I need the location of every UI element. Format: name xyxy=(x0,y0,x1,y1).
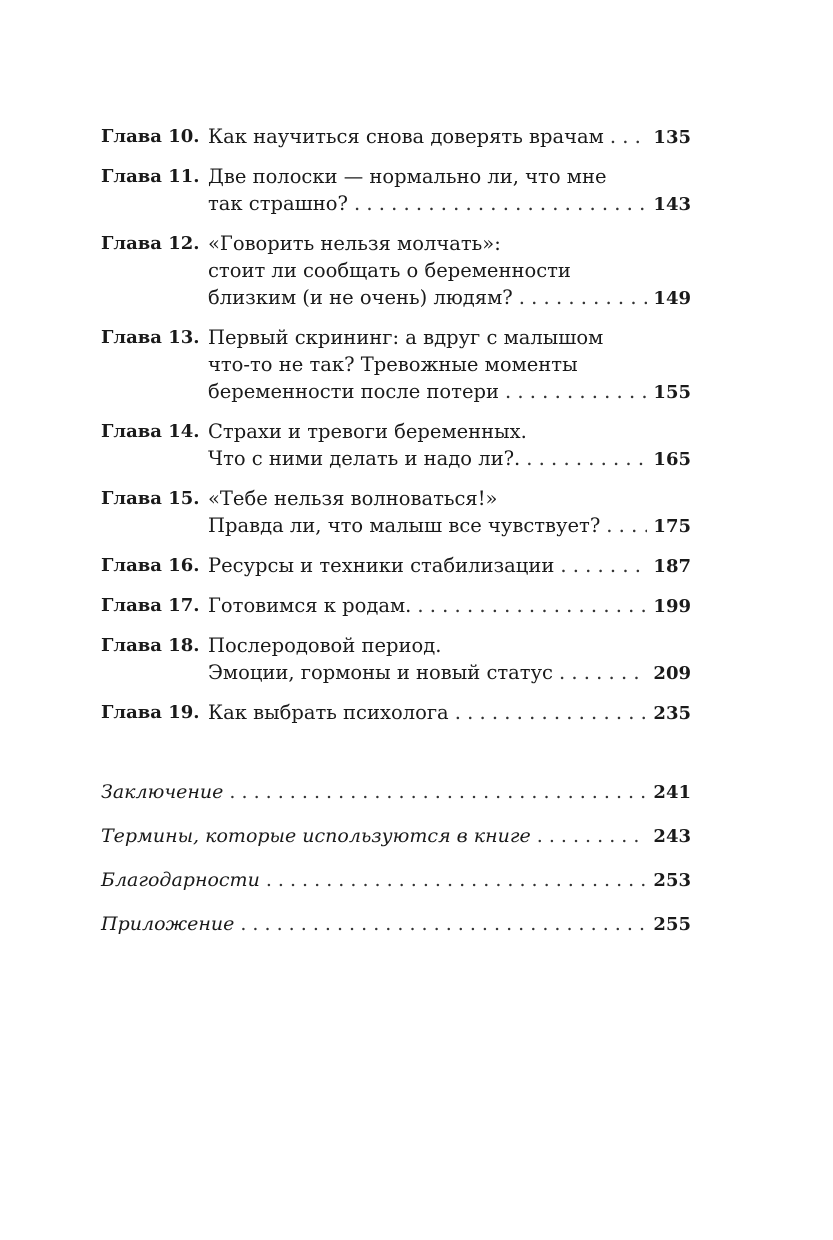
toc-conclusion[interactable] xyxy=(101,779,691,806)
page-number: 143 xyxy=(653,194,691,215)
dot-leader xyxy=(417,592,647,619)
section-title: Заключение xyxy=(101,781,224,803)
chapter-title-line: что-то не так? Тревожные моменты xyxy=(208,353,578,376)
toc-acknowledgements[interactable] xyxy=(101,867,691,894)
chapter-title-line: Первый скрининг: а вдруг с малышом xyxy=(208,326,604,349)
chapter-title-line: Эмоции, гормоны и новый статус xyxy=(208,661,553,684)
chapter-title: Как научиться снова доверять врачам xyxy=(208,125,604,148)
page-number: 165 xyxy=(653,449,691,470)
chapter-title-line: близким (и не очень) людям? xyxy=(208,286,513,309)
chapter-number: Глава 16. xyxy=(101,555,200,576)
chapter-title-line: так страшно? xyxy=(208,192,348,215)
chapter-number: Глава 13. xyxy=(101,327,200,348)
toc-chapter-19[interactable] xyxy=(101,699,691,727)
chapter-title-line: Страхи и тревоги беременных. xyxy=(208,420,527,443)
page-number: 209 xyxy=(653,663,691,684)
page-number: 199 xyxy=(653,596,691,617)
table-of-contents xyxy=(101,123,691,739)
page-number: 135 xyxy=(653,127,691,148)
chapter-title-line: «Говорить нельзя молчать»: xyxy=(208,232,501,255)
chapter-title: Готовимся к родам. xyxy=(208,594,412,617)
section-title: Термины, которые используются в книге xyxy=(101,825,531,847)
dot-leader xyxy=(354,190,647,217)
dot-leader xyxy=(606,512,647,539)
dot-leader xyxy=(266,867,648,894)
page-number: 243 xyxy=(653,826,691,847)
toc-chapter-10[interactable] xyxy=(101,123,691,151)
toc-chapter-11[interactable] xyxy=(101,163,691,218)
page-number: 253 xyxy=(653,870,691,891)
back-matter-list xyxy=(101,779,691,955)
chapter-number: Глава 14. xyxy=(101,421,200,442)
chapter-title-line: беременности после потери xyxy=(208,380,499,403)
toc-chapter-13[interactable] xyxy=(101,324,691,406)
dot-leader xyxy=(229,779,647,806)
page-number: 187 xyxy=(653,556,691,577)
chapter-title-line: «Тебе нельзя волноваться!» xyxy=(208,487,498,510)
dot-leader xyxy=(537,823,648,850)
page-number: 235 xyxy=(653,703,691,724)
toc-chapter-16[interactable] xyxy=(101,552,691,580)
toc-glossary[interactable] xyxy=(101,823,691,850)
dot-leader xyxy=(560,552,647,579)
chapter-title: Как выбрать психолога xyxy=(208,701,449,724)
chapter-number: Глава 11. xyxy=(101,166,200,187)
toc-chapter-12[interactable] xyxy=(101,230,691,312)
dot-leader xyxy=(505,378,647,405)
chapter-title-line: стоит ли сообщать о беременности xyxy=(208,259,571,282)
page-number: 255 xyxy=(653,914,691,935)
page-number: 149 xyxy=(653,288,691,309)
toc-chapter-18[interactable] xyxy=(101,632,691,687)
toc-chapter-15[interactable] xyxy=(101,485,691,540)
page-number: 241 xyxy=(653,782,691,803)
chapter-number: Глава 10. xyxy=(101,126,200,147)
page-number: 155 xyxy=(653,382,691,403)
chapter-number: Глава 19. xyxy=(101,702,200,723)
chapter-number: Глава 18. xyxy=(101,635,200,656)
toc-chapter-14[interactable] xyxy=(101,418,691,473)
toc-chapter-17[interactable] xyxy=(101,592,691,620)
chapter-number: Глава 12. xyxy=(101,233,200,254)
chapter-number: Глава 15. xyxy=(101,488,200,509)
dot-leader xyxy=(559,659,647,686)
dot-leader xyxy=(610,123,648,150)
section-title: Благодарности xyxy=(101,869,260,891)
chapter-title-line: Две полоски — нормально ли, что мне xyxy=(208,165,607,188)
chapter-title-line: Что с ними делать и надо ли?. xyxy=(208,447,521,470)
toc-appendix[interactable] xyxy=(101,911,691,938)
dot-leader xyxy=(240,911,647,938)
dot-leader xyxy=(455,699,648,726)
dot-leader xyxy=(519,284,648,311)
chapter-title-line: Правда ли, что малыш все чувствует? xyxy=(208,514,601,537)
page-number: 175 xyxy=(653,516,691,537)
chapter-number: Глава 17. xyxy=(101,595,200,616)
dot-leader xyxy=(526,445,647,472)
section-title: Приложение xyxy=(101,913,235,935)
chapter-title-line: Послеродовой период. xyxy=(208,634,442,657)
chapter-title: Ресурсы и техники стабилизации xyxy=(208,554,555,577)
